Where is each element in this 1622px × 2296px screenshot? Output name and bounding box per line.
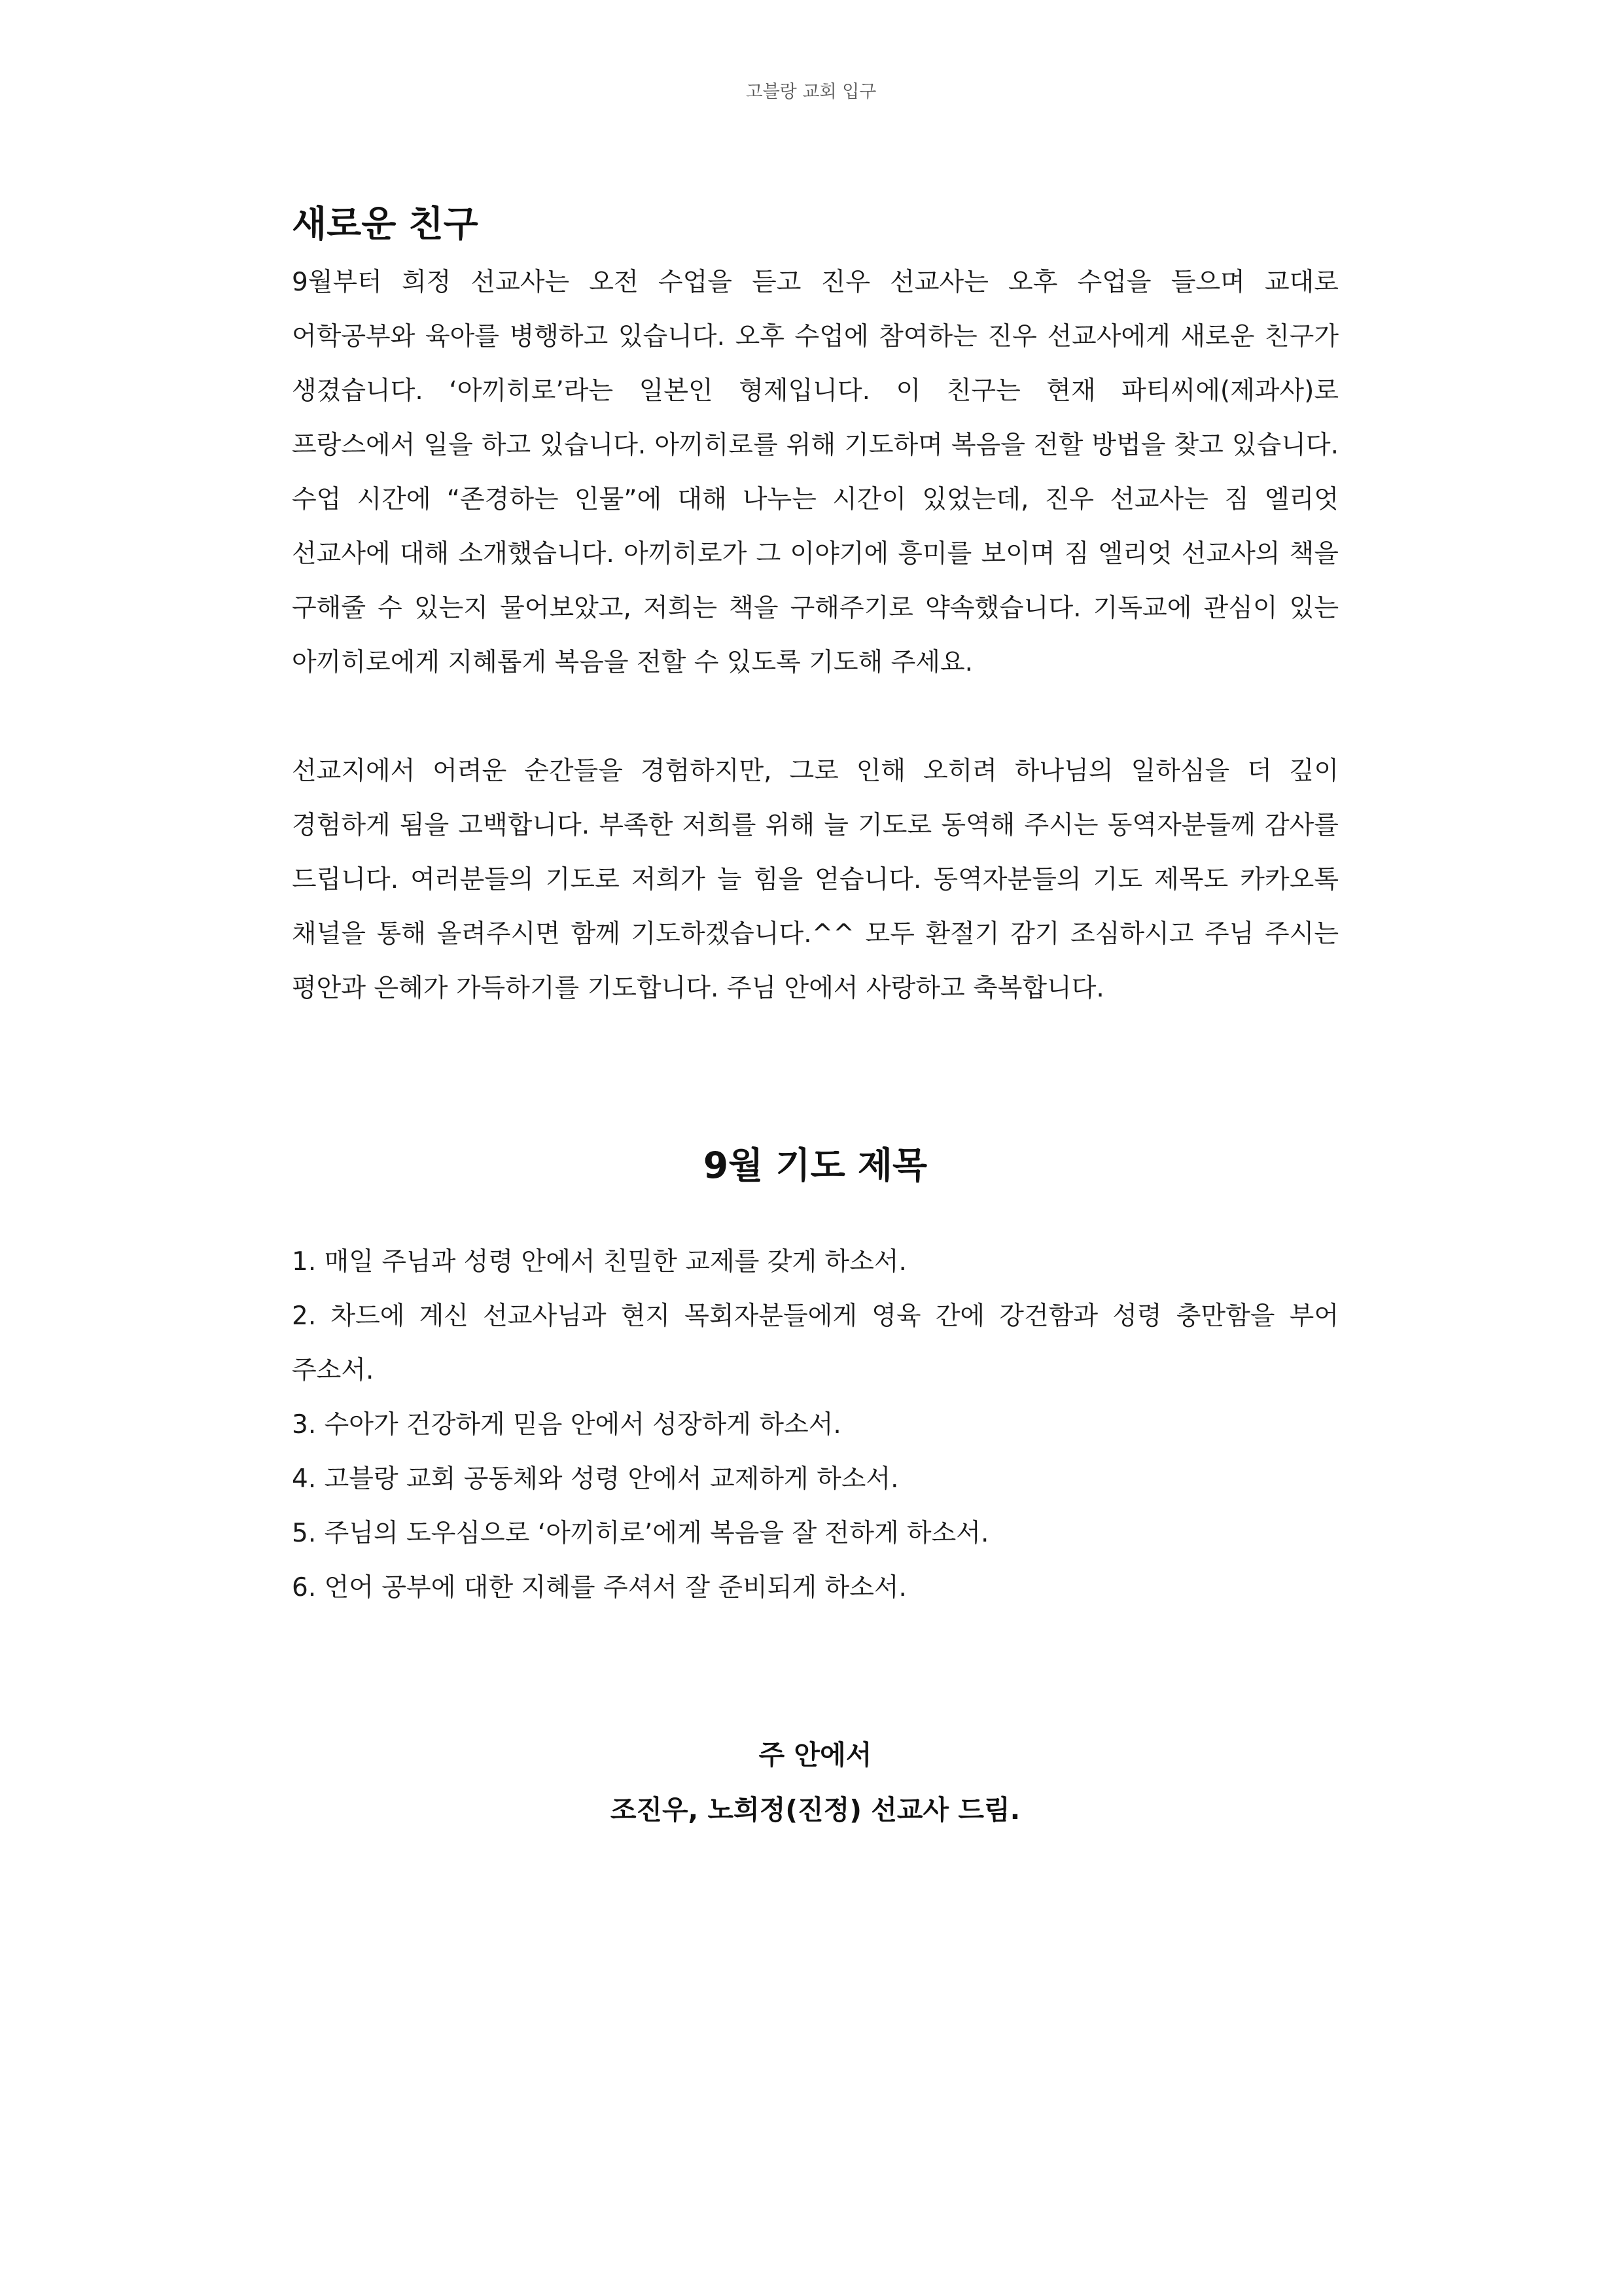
paragraph-spacer: [292, 690, 1339, 744]
prayer-item: 5. 주님의 도우심으로 ‘아끼히로’에게 복음을 잘 전하게 하소서.: [292, 1519, 989, 1548]
signature-line: 조진우, 노희정(진정) 선교사 드림.: [610, 1794, 1021, 1826]
prayer-item: 6. 언어 공부에 대한 지혜를 주셔서 잘 준비되게 하소서.: [292, 1573, 907, 1602]
prayer-item: 4. 고블랑 교회 공동체와 성령 안에서 교제하게 하소서.: [292, 1464, 899, 1494]
section-heading-new-friend: 새로운 친구: [292, 203, 478, 245]
closing-line: 주 안에서: [758, 1739, 872, 1771]
running-header: 고블랑 교회 입구: [745, 82, 877, 102]
prayer-item: 3. 수아가 건강하게 믿음 안에서 성장하게 하소서.: [292, 1410, 841, 1439]
prayer-list: [292, 1235, 1339, 1615]
paragraph-thanks: 선교지에서 어려운 순간들을 경험하지만, 그로 인해 오히려 하나님의 일하심을 더 깊이 경험하게 됨을 고백합니다. 부족한 저희를 위해 늘 기도로 동역해 주시는 동역자분들께 감사를 드립니다. 여러분들의 기도로 저희가 늘 힘을 얻습니다. 동역자분들의 기도 제목도 카카오톡 채널을 통해 올려주시면 함께 기도하겠습니다.^^ 모두 환절기 감기 조심하시고 주님 주시는 평안과 은혜가 가득하기를 기도합니다. 주님 안에서 사랑하고 축복합니다.: [292, 756, 1339, 1003]
letter-body: [292, 193, 1339, 1837]
closing-signature: [292, 1727, 1339, 1837]
prayer-item: 1. 매일 주님과 성령 안에서 친밀한 교제를 갖게 하소서.: [292, 1247, 907, 1277]
prayer-list-heading: 9월 기도 제목: [703, 1144, 928, 1186]
prayer-item: 2. 차드에 계신 선교사님과 현지 목회자분들에게 영육 간에 강건함과 성령 충만함을 부어 주소서.: [292, 1301, 1339, 1385]
paragraph-new-friend: 9월부터 희정 선교사는 오전 수업을 듣고 진우 선교사는 오후 수업을 들으며 교대로 어학공부와 육아를 병행하고 있습니다. 오후 수업에 참여하는 진우 선교사에게 새로운 친구가 생겼습니다. ‘아끼히로’라는 일본인 형제입니다. 이 친구는 현재 파티씨에(제과사)로 프랑스에서 일을 하고 있습니다. 아끼히로를 위해 기도하며 복음을 전할 방법을 찾고 있습니다. 수업 시간에 “존경하는 인물”에 대해 나누는 시간이 있었는데, 진우 선교사는 짐 엘리엇 선교사에 대해 소개했습니다. 아끼히로가 그 이야기에 흥미를 보이며 짐 엘리엇 선교사의 책을 구해줄 수 있는지 물어보았고, 저희는 책을 구해주기로 약속했습니다. 기독교에 관심이 있는 아끼히로에게 지혜롭게 복음을 전할 수 있도록 기도해 주세요.: [292, 268, 1339, 677]
